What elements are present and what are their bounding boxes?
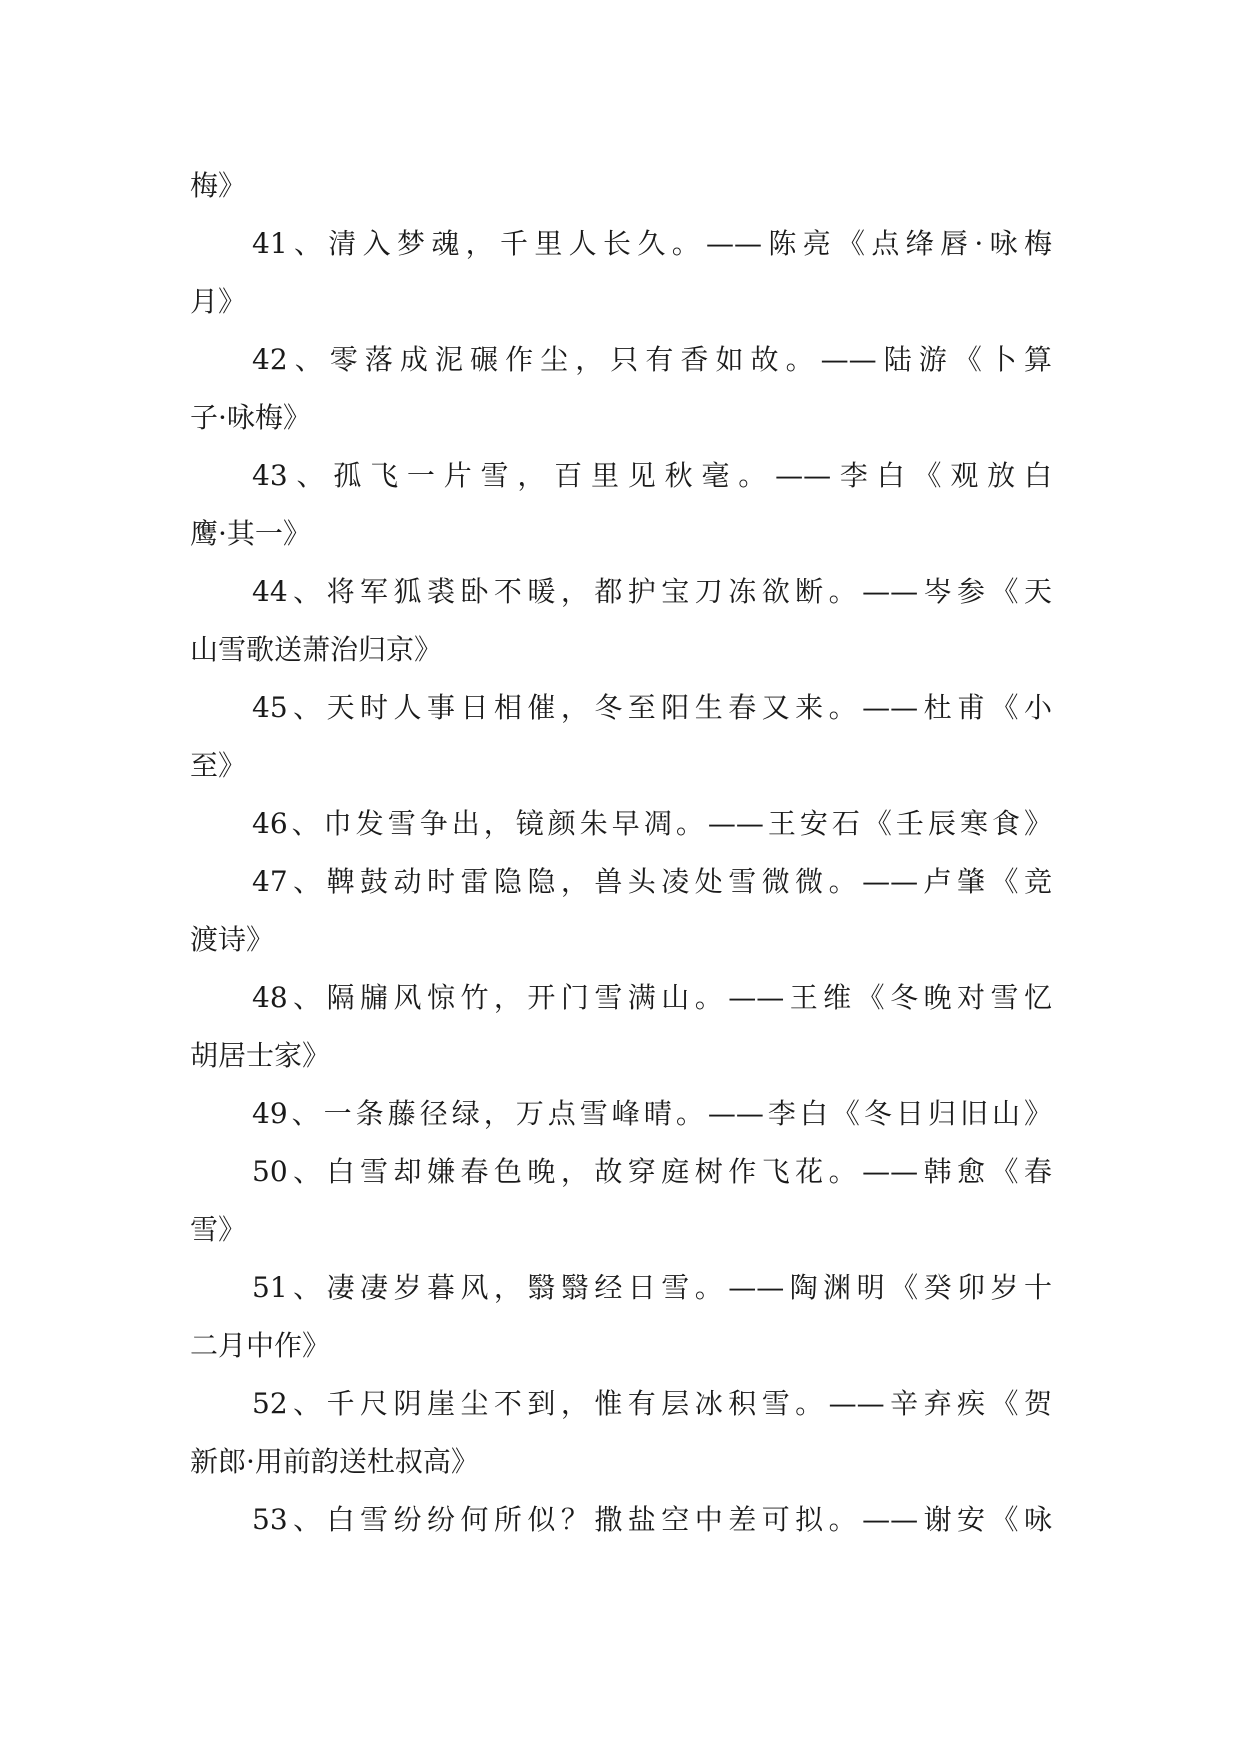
- text-line: 52、千尺阴崖尘不到，惟有层冰积雪。——辛弃疾《贺: [252, 1387, 1052, 1420]
- text-line: 胡居士家》: [190, 1039, 331, 1072]
- text-line: 42、零落成泥碾作尘，只有香如故。——陆游《卜算: [252, 343, 1052, 376]
- text-line: 鹰·其一》: [190, 517, 311, 550]
- text-line: 月》: [190, 285, 247, 318]
- text-line: 46、巾发雪争出，镜颜朱早凋。——王安石《壬辰寒食》: [252, 807, 1052, 840]
- text-line: 雪》: [190, 1213, 247, 1246]
- text-line: 44、将军狐裘卧不暖，都护宝刀冻欲断。——岑参《天: [252, 575, 1052, 608]
- text-line: 41、清入梦魂，千里人长久。——陈亮《点绛唇·咏梅: [252, 227, 1052, 260]
- text-line: 43、孤飞一片雪，百里见秋毫。——李白《观放白: [252, 459, 1052, 492]
- text-line: 子·咏梅》: [190, 401, 311, 434]
- text-line: 渡诗》: [190, 923, 275, 956]
- text-line: 51、凄凄岁暮风，翳翳经日雪。——陶渊明《癸卯岁十: [252, 1271, 1052, 1304]
- text-line: 47、鞞鼓动时雷隐隐，兽头凌处雪微微。——卢肇《竞: [252, 865, 1052, 898]
- text-line: 49、一条藤径绿，万点雪峰晴。——李白《冬日归旧山》: [252, 1097, 1052, 1130]
- text-line: 新郎·用前韵送杜叔高》: [190, 1445, 479, 1478]
- text-line: 53、白雪纷纷何所似？撒盐空中差可拟。——谢安《咏: [252, 1503, 1052, 1536]
- text-line: 50、白雪却嫌春色晚，故穿庭树作飞花。——韩愈《春: [252, 1155, 1052, 1188]
- text-line: 至》: [190, 749, 247, 782]
- text-line: 山雪歌送萧治归京》: [190, 633, 443, 666]
- text-line: 梅》: [190, 169, 247, 202]
- text-line: 45、天时人事日相催，冬至阳生春又来。——杜甫《小: [252, 691, 1052, 724]
- text-line: 二月中作》: [190, 1329, 331, 1362]
- text-line: 48、隔牖风惊竹，开门雪满山。——王维《冬晚对雪忆: [252, 981, 1052, 1014]
